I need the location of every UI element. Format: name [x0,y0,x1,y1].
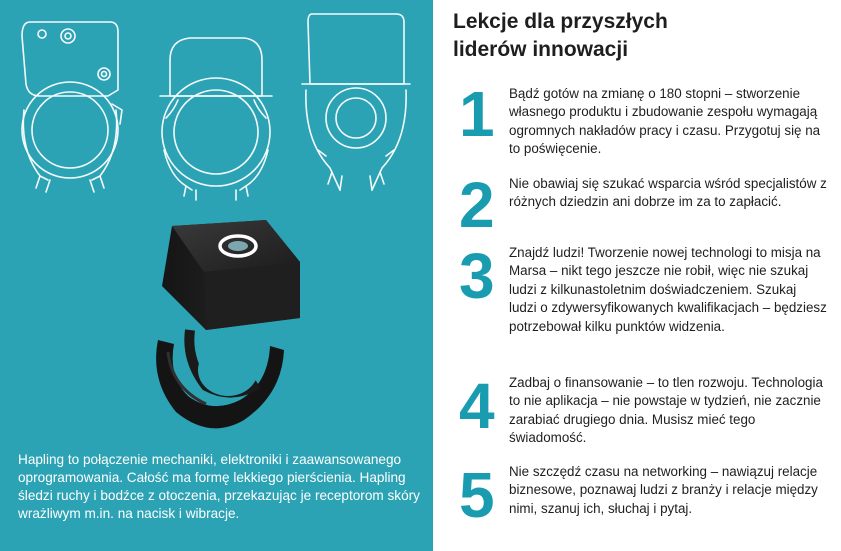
lesson-number: 1 [459,78,495,150]
right-panel [433,0,841,551]
lesson-text: Nie szczędź czasu na networking – nawiązuj relacje biznesowe, poznawaj ludzi z branży i relacje między nimi, szanuj ich, słuchaj i pytaj. [509,464,818,516]
front-view-drawing [160,38,272,200]
title-line-1: Lekcje dla przyszłych [453,10,668,33]
product-caption: Hapling to połączenie mechaniki, elektroniki i zaawansowanego oprogramowania. Całość ma formę lekkiego pierścienia. Hapling śledzi ruchy i bodźce z otoczenia, przekazując je receptorom skóry wrażliwym m.in. na nacisk i wibracje. [18,452,420,521]
ring-device-render [156,220,300,428]
lesson-number: 3 [459,240,495,312]
lesson-number: 5 [459,459,495,531]
title-line-2: liderów innowacji [453,38,629,61]
lesson-text: Bądź gotów na zmianę o 180 stopni – stworzenie własnego produktu i zbudowanie zespołu wymagają ogromnych nakładów pracy i czasu. Przygotuj się na to poświęcenie. [509,86,821,157]
side-view-drawing [22,22,122,192]
back-view-drawing [302,14,410,190]
lesson-number: 2 [459,169,495,241]
hapling-illustration [0,0,433,440]
lesson-text: Zadbaj o finansowanie – to tlen rozwoju. Technologia to nie aplikacja – nie powstaje w tydzień, nie zacznie zarabiać drugiego dnia. Musisz mieć tego świadomość. [509,375,823,446]
technical-drawings [22,14,410,200]
lesson-text: Nie obawiaj się szukać wsparcia wśród specjalistów z różnych dziedzin ani dobrze im za to zapłacić. [509,176,827,210]
page-title [453,8,668,64]
lesson-number: 4 [459,370,495,442]
lesson-text: Znajdź ludzi! Tworzenie nowej technologi to misja na Marsa – nikt tego jeszcze nie robił, więc nie szukaj ludzi z kilkunastoletnim doświadczeniem. Szukaj ludzi o zdywersyfikowanych kwalifikacjach – będziesz potrzebował kilku punktów widzenia. [509,245,827,334]
